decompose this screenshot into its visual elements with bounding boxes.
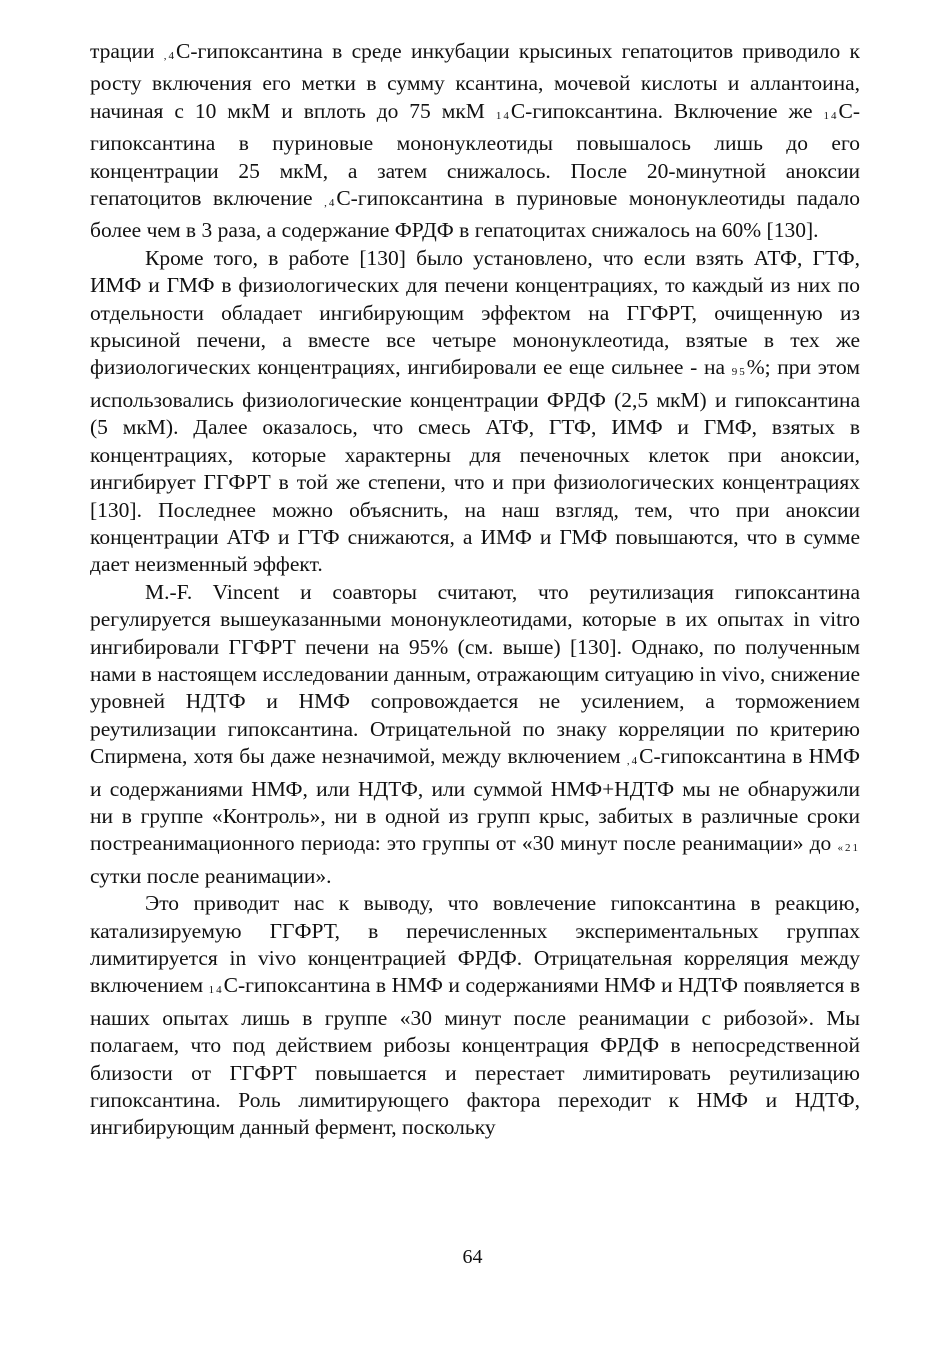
isotope-marker: ,4 <box>626 755 640 768</box>
paragraph <box>90 579 860 890</box>
isotope-marker: ,4 <box>163 50 177 62</box>
paragraph-text: С-гипоксантина в среде инкубации крысиных гепатоцитов приводило к росту включения его метки в сумму ксантина, мочевой кислоты и аллантоина, начиная с 10 мкМ и вплоть до 75 мкМ <box>90 39 861 123</box>
paragraph-text: С-гипоксантина. Включение же <box>510 98 824 123</box>
isotope-marker: 14 <box>208 984 224 997</box>
paragraph-text: С-гипоксантина в НМФ и содержаниями НМФ и НДТФ появляется в наших опытах лишь в группе «30 минут после реанимации с рибозой». Мы полагаем, что под действием рибозы концентрация ФРДФ в непосредственной близости от ГГФРТ повышается и перестает лимитировать реутилизацию гипоксантина. Роль лимитирующего фактора переходит к НМФ и НДТФ, ингибирующим данный фермент, поскольку <box>90 973 861 1140</box>
paragraph-text: трации <box>90 39 164 63</box>
paragraph-text: С-гипоксантина в пуриновые мононуклеотиды падало более чем в 3 раза, а содержание ФРДФ в гепатоцитах снижалось на 60% [130]. <box>90 186 860 243</box>
isotope-marker: 14 <box>823 109 839 122</box>
paragraph <box>90 245 860 579</box>
paragraph-text: Кроме того, в работе [130] было установлено, что если взять АТФ, ГТФ, ИМФ и ГМФ в физиологических для печени концентрациях, то каждый из них по отдельности обладает ингибирующим эффектом на ГГФРТ, очищенную из крысиной печени, а вместе все четыре мононуклеотида, взятые в тех же физиологических концентрациях, ингибировали ее еще сильнее - на <box>90 245 860 380</box>
page-body <box>90 38 860 1142</box>
paragraph-text: С-гипоксантина в пуриновые мононуклеотиды повышалось лишь до его концентрации 25 мкМ, а затем снижалось. После 20-минутной аноксии гепатоцитов включение <box>90 98 861 211</box>
paragraph <box>90 890 860 1142</box>
paragraph <box>90 38 860 245</box>
paragraph-text: %; при этом использовались физиологические концентрации ФРДФ (2,5 мкМ) и гипоксантина (5 мкМ). Далее оказалось, что смесь АТФ, ГТФ, ИМФ и ГМФ, взятых в концентрациях, которые характерны для печеночных клеток при аноксии, ингибирует ГГФРТ в той же степени, что и при физиологических концентрациях [130]. Последнее можно объяснить, на наш взгляд, тем, что при аноксии концентрации АТФ и ГТФ снижаются, а ИМФ и ГМФ повышаются, что в сумме дает неизменный эффект. <box>90 355 860 577</box>
isotope-marker: «21 <box>837 842 860 855</box>
paragraph-text: С-гипоксантина в НМФ и содержаниями НМФ, или НДТФ, или суммой НМФ+НДТФ мы не обнаружили ни в группе «Контроль», ни в одной из групп крыс, забитых в различные сроки постреанимационного периода: это группы от «30 минут после реанимации» до <box>90 744 860 856</box>
isotope-marker: 95 <box>731 366 747 379</box>
isotope-marker: 14 <box>495 109 511 122</box>
page-number: 64 <box>462 1246 483 1268</box>
paragraph-text: сутки после реанимации». <box>90 863 332 888</box>
paragraph-text: M.-F. Vincent и соавторы считают, что реутилизация гипоксантина регулируется вышеуказанными мононуклеотидами, которые в их опытах in vitro ингибировали ГГФРТ печени на 95% (см. выше) [130]. Однако, по полученным нами в настоящем исследовании данным, отражающим ситуацию in vivo, снижение уровней НДТФ и НМФ сопровождается не усилением, а торможением реутилизации гипоксантина. Отрицательной по знаку корреляции по критерию Спирмена, хотя бы даже незначимой, между включением <box>90 579 860 769</box>
isotope-marker: ,4 <box>324 197 337 210</box>
paragraph-text: Это приводит нас к выводу, что вовлечение гипоксантина в реакцию, катализируемую ГГФРТ, в перечисленных экспериментальных группах лимитируется in vivo концентрацией ФРДФ. Отрицательная корреляция между включением <box>90 891 860 998</box>
